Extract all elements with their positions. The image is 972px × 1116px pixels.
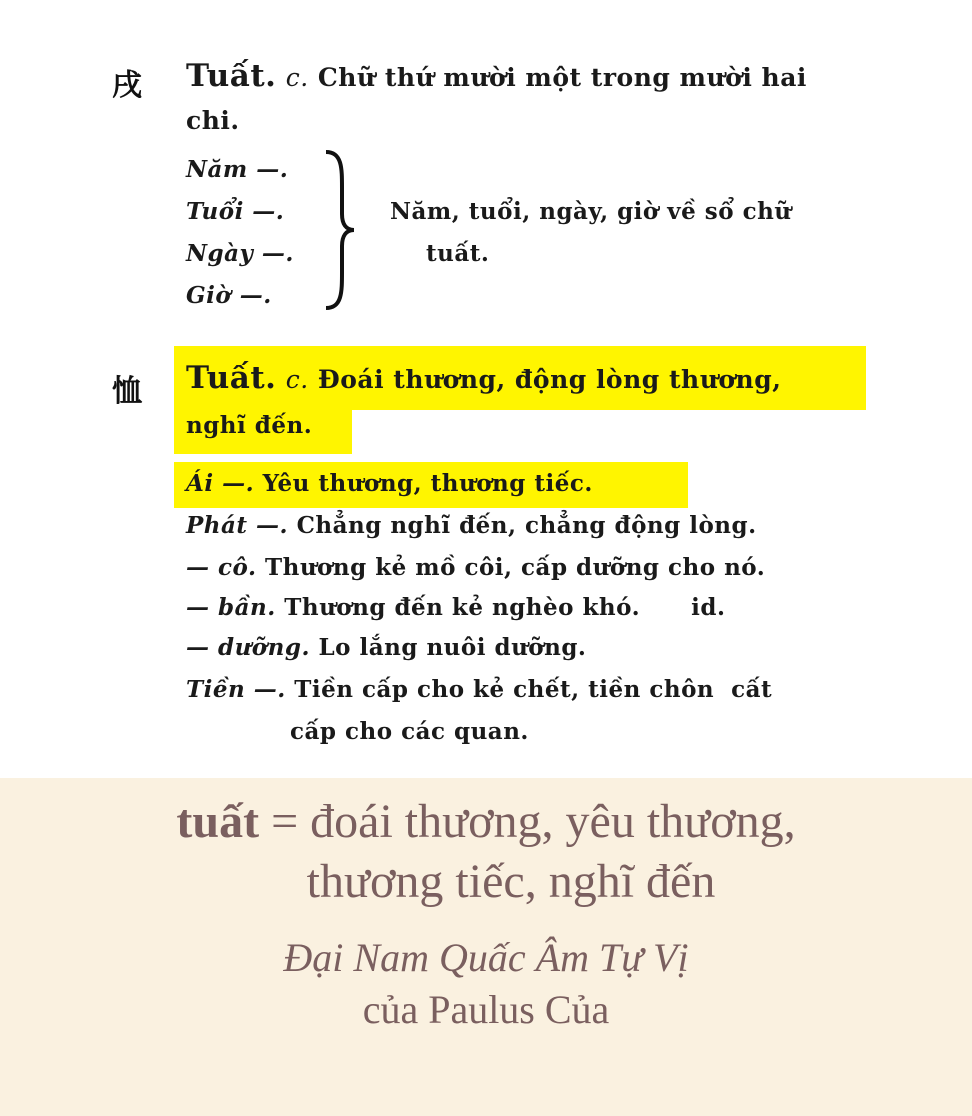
entry1-compound-1: Năm —. bbox=[186, 156, 289, 183]
sense-gloss: Thương kẻ mồ côi, cấp dưỡng cho nó. bbox=[264, 554, 766, 581]
entry2-headword: Tuất. bbox=[186, 360, 277, 396]
entry1-compound-gloss-line2: tuất. bbox=[426, 240, 490, 267]
entry2-definition-line1: Đoái thương, động lòng thương, bbox=[317, 365, 782, 394]
entry1-compound-3: Ngày —. bbox=[186, 240, 294, 267]
entry2-word-class: c. bbox=[285, 365, 309, 394]
han-character-2: 恤 bbox=[112, 374, 142, 409]
curly-brace-icon bbox=[320, 148, 360, 312]
caption-source-author: của Paulus Của bbox=[362, 987, 610, 1032]
entry1-compound-4: Giờ —. bbox=[186, 282, 272, 309]
entry1-compound-2: Tuổi —. bbox=[186, 198, 285, 225]
sense-gloss: Yêu thương, thương tiếc. bbox=[262, 470, 593, 497]
sense-row bbox=[186, 470, 593, 497]
sense-row bbox=[186, 594, 725, 621]
caption-meaning-line2: thương tiếc, nghĩ đến bbox=[306, 855, 716, 908]
sense-row bbox=[186, 634, 586, 661]
sense-row bbox=[186, 512, 757, 539]
caption-source-title: Đại Nam Quấc Âm Tự Vị bbox=[283, 935, 689, 980]
entry1-headword: Tuất. bbox=[186, 58, 277, 94]
han-character-1: 戌 bbox=[112, 68, 142, 103]
caption-word: tuất bbox=[176, 795, 260, 848]
entry2-headline bbox=[186, 360, 781, 396]
entry1-compound-gloss-line1: Năm, tuổi, ngày, giờ về sổ chữ bbox=[390, 198, 792, 225]
sense-row bbox=[186, 676, 772, 703]
sense-term: Tiền —. bbox=[186, 676, 286, 703]
entry1-definition-line2: chi. bbox=[186, 106, 240, 135]
sense-row bbox=[186, 554, 765, 581]
sense-continuation: cấp cho các quan. bbox=[290, 718, 529, 745]
caption-line1 bbox=[0, 794, 972, 850]
sense-term: Phát —. bbox=[186, 512, 289, 539]
sense-gloss: Thương đến kẻ nghèo khó. id. bbox=[284, 594, 726, 621]
entry1-word-class: c. bbox=[285, 63, 309, 92]
sense-term: Ái —. bbox=[186, 470, 255, 497]
sense-gloss: Tiền cấp cho kẻ chết, tiền chôn cất bbox=[294, 676, 773, 703]
sense-gloss: Lo lắng nuôi dưỡng. bbox=[318, 634, 587, 661]
sense-term: — cô. bbox=[186, 554, 257, 581]
sense-term: — bần. bbox=[186, 594, 276, 621]
entry1-definition-line1: Chữ thứ mười một trong mười hai bbox=[317, 63, 807, 92]
caption-meaning-line1: = đoái thương, yêu thương, bbox=[259, 795, 796, 848]
entry2-definition-line2: nghĩ đến. bbox=[186, 412, 313, 439]
caption-footer bbox=[0, 778, 972, 1116]
sense-term: — dưỡng. bbox=[186, 634, 310, 661]
sense-gloss: Chẳng nghĩ đến, chẳng động lòng. bbox=[296, 512, 757, 539]
entry1-headline bbox=[186, 58, 807, 94]
